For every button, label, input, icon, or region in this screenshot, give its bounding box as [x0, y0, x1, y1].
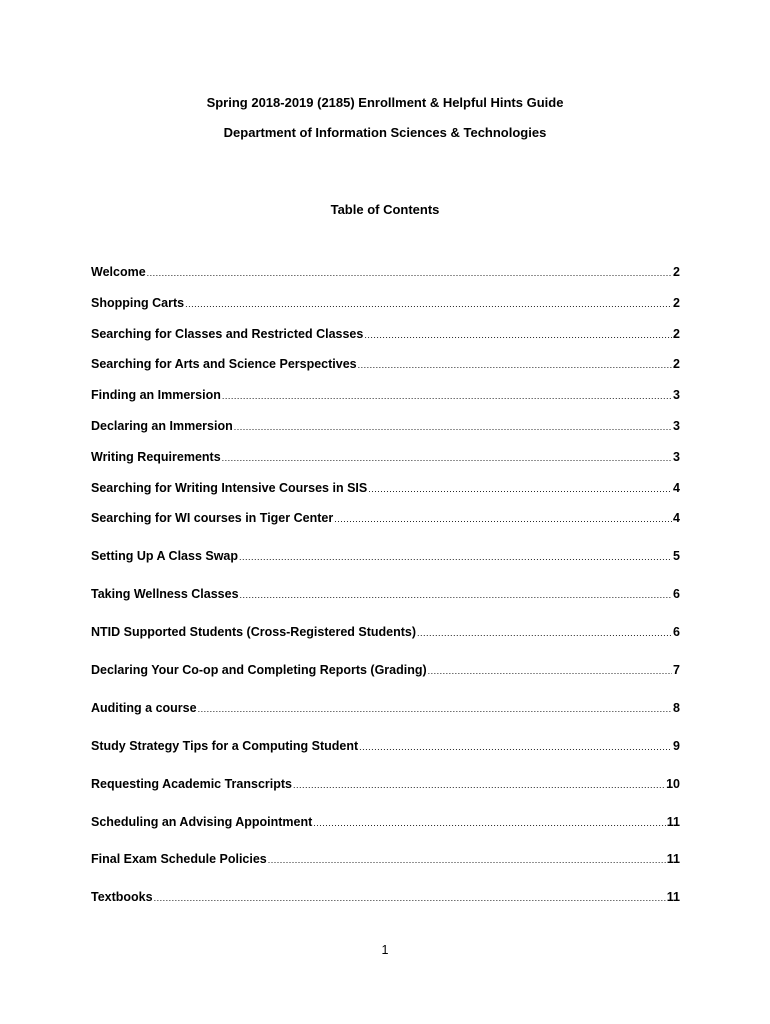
toc-entry-page: 8 — [673, 701, 680, 715]
toc-entry-page: 2 — [673, 296, 680, 310]
toc-entry-label: Final Exam Schedule Policies — [91, 852, 267, 866]
toc-entry-label: Study Strategy Tips for a Computing Student — [91, 739, 359, 753]
toc-entry-page: 2 — [673, 357, 680, 371]
toc-entry-page: 5 — [673, 549, 680, 563]
toc-entry-label: Declaring Your Co-op and Completing Reports (Grading) — [91, 663, 427, 677]
toc-entry[interactable] — [91, 479, 680, 497]
toc-entry[interactable] — [91, 775, 680, 793]
toc-entry-label: Shopping Carts — [91, 296, 185, 310]
toc-leader-dots — [240, 586, 673, 603]
toc-leader-dots — [293, 776, 665, 793]
toc-entry[interactable] — [91, 623, 680, 641]
toc-entry[interactable] — [91, 417, 680, 435]
toc-entry-page: 3 — [673, 419, 680, 433]
toc-leader-dots — [185, 295, 672, 312]
toc-entry-label: Searching for Writing Intensive Courses in SIS — [91, 481, 368, 495]
toc-entry[interactable] — [91, 355, 680, 373]
toc-leader-dots — [147, 264, 672, 281]
toc-entry[interactable] — [91, 737, 680, 755]
toc-leader-dots — [359, 738, 672, 755]
toc-entry[interactable] — [91, 263, 680, 281]
toc-leader-dots — [222, 387, 672, 404]
toc-leader-dots — [154, 889, 666, 906]
toc-leader-dots — [368, 480, 672, 497]
toc-entry-label: Declaring an Immersion — [91, 419, 233, 433]
toc-entry-label: Textbooks — [91, 890, 153, 904]
toc-entry-page: 6 — [673, 625, 680, 639]
toc-entry-label: Writing Requirements — [91, 450, 221, 464]
toc-leader-dots — [313, 814, 665, 831]
toc-entry-label: Searching for Classes and Restricted Classes — [91, 327, 364, 341]
toc-entry-page: 10 — [666, 777, 680, 791]
toc-leader-dots — [358, 356, 672, 373]
toc-entry-page: 7 — [673, 663, 680, 677]
toc-entry[interactable] — [91, 325, 680, 343]
toc-entry[interactable] — [91, 585, 680, 603]
toc-leader-dots — [222, 449, 672, 466]
toc-leader-dots — [268, 851, 666, 868]
toc-entry-page: 9 — [673, 739, 680, 753]
toc-leader-dots — [364, 326, 672, 343]
toc-entry-page: 3 — [673, 388, 680, 402]
toc-entry-page: 11 — [666, 815, 680, 829]
toc-leader-dots — [234, 418, 672, 435]
toc-entry-label: NTID Supported Students (Cross-Registered Students) — [91, 625, 417, 639]
toc-entry-label: Taking Wellness Classes — [91, 587, 239, 601]
toc-entry-label: Welcome — [91, 265, 146, 279]
toc-entry-page: 11 — [666, 890, 680, 904]
document-subtitle: Department of Information Sciences & Technologies — [223, 125, 547, 140]
toc-heading: Table of Contents — [330, 202, 440, 217]
toc-entry[interactable] — [91, 294, 680, 312]
toc-entry-label: Setting Up A Class Swap — [91, 549, 239, 563]
toc-entry[interactable] — [91, 813, 680, 831]
toc-leader-dots — [428, 662, 672, 679]
toc-entry-label: Searching for Arts and Science Perspectives — [91, 357, 357, 371]
toc-entry[interactable] — [91, 547, 680, 565]
toc-entry-page: 4 — [673, 481, 680, 495]
toc-entry-label: Auditing a course — [91, 701, 197, 715]
toc-entry[interactable] — [91, 661, 680, 679]
toc-entry-label: Requesting Academic Transcripts — [91, 777, 292, 791]
toc-entry-page: 3 — [673, 450, 680, 464]
toc-leader-dots — [198, 700, 672, 717]
toc-entry-label: Searching for WI courses in Tiger Center — [91, 511, 334, 525]
toc-entry-label: Scheduling an Advising Appointment — [91, 815, 313, 829]
toc-entry-page: 4 — [673, 511, 680, 525]
toc-leader-dots — [417, 624, 672, 641]
toc-leader-dots — [239, 548, 672, 565]
toc-entry[interactable] — [91, 850, 680, 868]
toc-entry-page: 6 — [673, 587, 680, 601]
toc-entry[interactable] — [91, 448, 680, 466]
toc-entry[interactable] — [91, 386, 680, 404]
toc-entry[interactable] — [91, 699, 680, 717]
toc-entry-page: 2 — [673, 327, 680, 341]
page-number: 1 — [381, 943, 389, 957]
toc-entry-label: Finding an Immersion — [91, 388, 221, 402]
document-title: Spring 2018-2019 (2185) Enrollment & Helpful Hints Guide — [206, 95, 564, 110]
toc-entry-page: 11 — [666, 852, 680, 866]
toc-entry[interactable] — [91, 509, 680, 527]
toc-leader-dots — [334, 510, 672, 527]
toc-entry[interactable] — [91, 888, 680, 906]
toc-entry-page: 2 — [673, 265, 680, 279]
